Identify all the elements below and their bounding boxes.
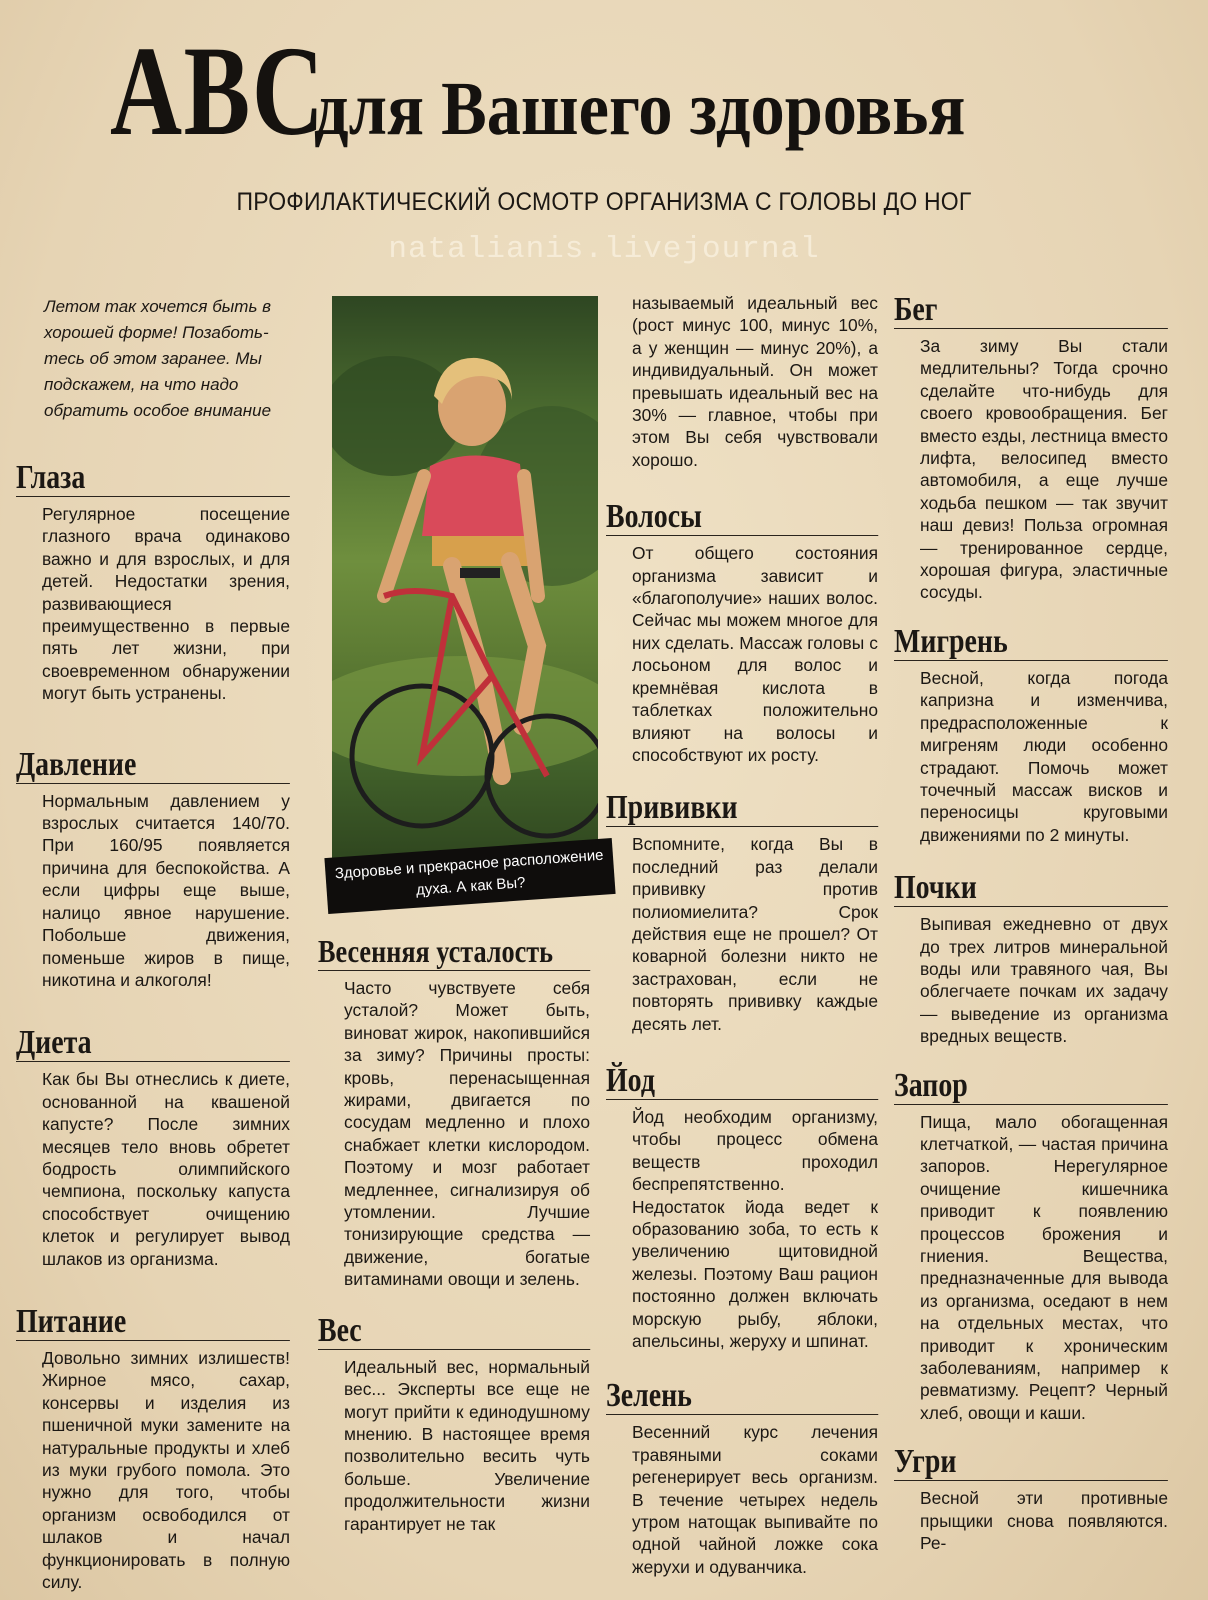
- section-heading: Бег: [894, 294, 1168, 329]
- section-zelen: [606, 1377, 878, 1578]
- section-heading: Весенняя усталость: [318, 934, 590, 971]
- section-heading: Вес: [318, 1315, 590, 1350]
- section-vesennyaya: [318, 934, 590, 1291]
- intro-text: Летом так хочется быть в хорошей форме! Позаботь-тесь об этом заранее. Мы подскажем, на что надо обратить особое внимание: [44, 297, 272, 420]
- section-heading: Зелень: [606, 1380, 878, 1415]
- section-body: За зиму Вы стали медлительны? Тогда срочно сделайте что-нибудь для своего кровообращения. Бег вместо езды, лестница вместо лифта, велосипед вместо автомобиля, а еще лучше ходьба пешком — так звучит наш девиз! Польза огромная — тренированное сердце, хорошая фигура, эластичные сосуды.: [920, 336, 1168, 603]
- section-body: Вспомните, когда Вы в последний раз делали прививку против полиомиелита? Срок действия еще не прошел? От коварной болезни никто не застрахован, если не повторять прививку каждые десять лет.: [632, 834, 878, 1034]
- section-body: От общего состояния организма зависит и «благополучие» наших волос. Сейчас мы можем многое для них сделать. Массаж головы с лосьоном для волос и кремнёвая кислота в таблетках положительно влияют на волосы и способствуют их росту.: [632, 543, 878, 765]
- page-title: [110, 18, 1038, 165]
- ves-continued: называемый идеальный вес (рост минус 100, минус 10%, а у женщин — минус 20%), а индивидуальный. Он может превышать идеальный вес на 30% — главное, чтобы при этом Вы себя чувствовали хорошо.: [632, 293, 878, 470]
- title-text: для Вашего здоровья: [314, 67, 966, 151]
- section-body: Выпивая ежедневно от двух до трех литров минеральной воды или травяного чая, Вы облегчаете почкам их задачу — выведение из организма вредных веществ.: [920, 914, 1168, 1047]
- section-body: Йод необходим организму, чтобы процесс обмена веществ проходил беспрепятственно. Недостаток йода ведет к образованию зоба, то есть к увеличению щитовидной железы. Поэтому Ваш рацион постоянно должен включать морскую рыбу, яблоки, апельсины, жеруху и шпинат.: [632, 1106, 878, 1352]
- section-heading: Мигрень: [894, 626, 1168, 661]
- section-heading: Прививки: [606, 792, 878, 827]
- section-pitanie: [16, 1302, 290, 1593]
- section-heading: Давление: [16, 749, 290, 784]
- section-body: Весной эти противные прыщики снова появляются. Ре-: [920, 1488, 1168, 1554]
- section-privivki: [606, 789, 878, 1035]
- section-heading: Йод: [606, 1065, 878, 1100]
- section-heading: Диета: [16, 1027, 290, 1062]
- section-body: Весной, когда погода капризна и изменчива, предрасположенные к мигреням люди особенно страдают. Помочь может точечный массаж висков и переносицы круговыми движениями по 2 минуты.: [920, 667, 1168, 845]
- section-dieta: [16, 1024, 290, 1270]
- section-heading: Питание: [16, 1306, 290, 1341]
- section-body: Пища, мало обогащенная клетчаткой, — частая причина запоров. Нерегулярное очищение кишечника приводит к появлению процессов брожения и гниения. Вещества, предназначенные для вывода из организма, оседают в нем на отдельных местах, что приводит к хроническим заболеваниям, например к ревматизму. Рецепт? Черный хлеб, овощи и каши.: [920, 1111, 1168, 1423]
- title-abc: ABC: [110, 20, 326, 162]
- section-davlenie: [16, 745, 290, 992]
- section-body: Весенний курс лечения травяными соками регенерирует весь организм. В течение четырех недель утром натощак выпивайте по одной чайной ложке сока жерухи и одуванчика.: [632, 1422, 878, 1577]
- section-heading: Глаза: [16, 462, 290, 497]
- section-ugri: [894, 1443, 1168, 1554]
- section-yod: [606, 1061, 878, 1352]
- section-heading: Почки: [894, 872, 1168, 907]
- watermark: natalianis.livejournal: [388, 232, 820, 267]
- section-body: Часто чувствуете себя усталой? Может быть, виноват жирок, накопившийся за зиму? Причины просты: кровь, перенасыщенная жирами, двигается по сосудам медленно и плохо снабжает клетки кислородом. Поэтому и мозг работает медленнее, сигнализируя об утомлении. Лучшие тонизирующие средства — движение, богатые витаминами овощи и зелень.: [344, 978, 590, 1290]
- section-beg: [894, 291, 1168, 604]
- cyclist-illustration: [332, 296, 598, 886]
- section-heading: Угри: [894, 1446, 1168, 1481]
- photo-caption: Здоровье и прекрасное расположение духа. А как Вы?: [324, 838, 615, 914]
- section-body: Довольно зимних излишеств! Жирное мясо, сахар, консервы и изделия из пшеничной муки замените на натуральные продукты и хлеб из муки грубого помола. Это нужно для того, чтобы организм освободился от шлаков и начал функционировать в полную силу.: [42, 1347, 290, 1593]
- section-body: Нормальным давлением у взрослых считается 140/70. При 160/95 появляется причина для беспокойства. А если цифры еще выше, налицо явное нарушение. Побольше движения, поменьше жиров в пище, никотина и алкоголя!: [42, 790, 290, 990]
- subtitle: ПРОФИЛАКТИЧЕСКИЙ ОСМОТР ОРГАНИЗМА С ГОЛОВЫ ДО НОГ: [236, 188, 972, 216]
- section-glaza: [16, 459, 290, 705]
- section-heading: Волосы: [606, 501, 878, 536]
- column-3: [606, 292, 878, 1578]
- column-1: [16, 459, 290, 1593]
- section-volosy: [606, 498, 878, 766]
- section-pochki: [894, 869, 1168, 1047]
- column-2: [318, 934, 590, 1535]
- section-zapor: [894, 1066, 1168, 1425]
- section-body: Как бы Вы отнеслись к диете, основанной на квашеной капусте? После зимних месяцев тело вновь обретет бодрость олимпийского чемпиона, поскольку капуста способствует очищению клеток и регулирует вывод шлаков из организма.: [42, 1069, 290, 1269]
- section-heading: Запор: [894, 1070, 1168, 1105]
- section-body: Регулярное посещение глазного врача одинаково важно и для взрослых, и для детей. Недостатки зрения, развивающиеся преимущественно в первые пять лет жизни, при своевременном обнаружении могут быть устранены.: [42, 504, 290, 704]
- section-body: Идеальный вес, нормальный вес... Эксперты все еще не могут прийти к единодушному мнению. В настоящее время позволительно весить чуть больше. Увеличение продолжительности жизни гарантирует не так: [344, 1356, 590, 1534]
- column-4: [894, 291, 1168, 1554]
- section-ves: [318, 1311, 590, 1535]
- section-migren: [894, 622, 1168, 846]
- cyclist-photo: [332, 296, 598, 886]
